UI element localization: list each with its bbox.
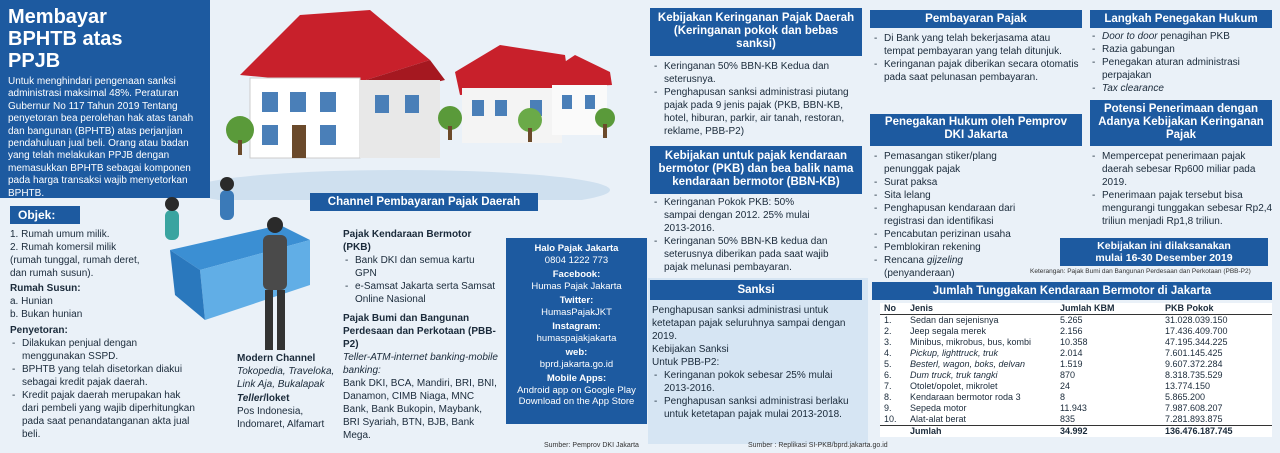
kendaraan-item: - Keringanan 50% BBN-KB kedua dan seterusnya diberikan pada saat wajib pajak melunasi pembayaran. bbox=[652, 235, 852, 274]
fb-title: Facebook: bbox=[552, 269, 601, 280]
keringanan-item: - Penghapusan sanksi administrasi piutang pajak pada 9 jenis pajak (PKB, BBN-KB, hotel, hiburan, parkir, air tanah, restoran, reklame, PBB-P2) bbox=[652, 86, 864, 138]
cell-pkb: 5.865.200 bbox=[1165, 392, 1206, 402]
cell-jenis: Sedan dan sejenisnya bbox=[910, 315, 999, 325]
langkah-list bbox=[1090, 30, 1275, 95]
cell-jenis: Jeep segala merek bbox=[910, 326, 987, 336]
table-row bbox=[880, 359, 1272, 370]
app-title: Mobile Apps: bbox=[546, 373, 607, 384]
mulai-note: Keterangan: Pajak Bumi dan Bangunan Perdesaan dan Perkotaan (PBB-P2) bbox=[1030, 268, 1251, 275]
potensi-section bbox=[1090, 150, 1275, 228]
susun-title: Rumah Susun: bbox=[10, 283, 81, 294]
sanksi-list bbox=[652, 369, 852, 421]
langkah-header bbox=[1090, 10, 1272, 28]
sanksi-section bbox=[652, 304, 852, 421]
pkb-item: - Bank DKI dan semua kartu GPN bbox=[343, 254, 498, 280]
keringanan-list bbox=[652, 60, 864, 138]
langkah-item1-italic: Door to door bbox=[1102, 31, 1158, 42]
table-row bbox=[880, 414, 1272, 426]
channel-title: Channel Pembayaran Pajak Daerah bbox=[327, 196, 521, 208]
penegakan-last-plain: Rencana bbox=[884, 255, 927, 266]
cell-no: 6. bbox=[884, 370, 892, 380]
pembayaran-list bbox=[872, 32, 1082, 84]
cell-no: 10. bbox=[884, 414, 897, 424]
penegakan-list bbox=[872, 150, 1082, 280]
kendaraan-section bbox=[652, 196, 852, 274]
langkah-item bbox=[1090, 30, 1275, 43]
sanksi-text-2: Kebijakan Sanksi bbox=[652, 344, 729, 355]
kendaraan-title: Kebijakan untuk pajak kendaraan bermotor (PKB) dan bea balik nama kendaraan bermotor (BBN-KB) bbox=[658, 150, 854, 189]
cell-no: 3. bbox=[884, 337, 892, 347]
cell-pkb: 13.774.150 bbox=[1165, 381, 1211, 391]
total-kbm: 34.992 bbox=[1060, 426, 1088, 436]
sanksi-header bbox=[650, 280, 862, 300]
web-title: web: bbox=[565, 347, 588, 358]
pembayaran-item: - Keringanan pajak diberikan secara otomatis pada saat pelunasan pembayaran. bbox=[872, 58, 1082, 84]
customer-illustration bbox=[255, 215, 295, 355]
pbb-title: Pajak Bumi dan Bangunan Perdesaan dan Perkotaan (PBB-P2) bbox=[343, 313, 496, 350]
langkah-item: - Penegakan aturan administrasi perpajakan bbox=[1090, 56, 1275, 82]
cell-pkb: 7.281.893.875 bbox=[1165, 414, 1223, 424]
table-row bbox=[880, 403, 1272, 414]
penegakan-section bbox=[872, 150, 1082, 280]
sanksi-item: - Keringanan pokok sebesar 25% mulai 2013-2016. bbox=[652, 369, 852, 395]
penyetor-item: - Kredit pajak daerah merupakan hak dari pembeli yang wajib diperhitungkan pada saat penandatanganan akta jual beli. bbox=[10, 389, 195, 441]
sanksi-text-1: Penghapusan sanksi administrasi untuk ketetapan pajak seluruhnya sampai dengan 2019. bbox=[652, 305, 846, 342]
page-title: Membayar BPHTB atas PPJB bbox=[8, 6, 123, 72]
potensi-title: Potensi Penerimaan dengan Adanya Kebijakan Keringanan Pajak bbox=[1098, 103, 1264, 142]
potensi-list bbox=[1090, 150, 1275, 228]
penyetor-item: - Dilakukan penjual dengan menggunakan SSPD. bbox=[10, 337, 195, 363]
kendaraan-header bbox=[650, 146, 862, 194]
cell-kbm: 870 bbox=[1060, 370, 1076, 380]
table-row bbox=[880, 337, 1272, 348]
cell-empty bbox=[880, 426, 906, 438]
pkb-list bbox=[343, 254, 498, 306]
teller-title-italic: Teller bbox=[237, 393, 264, 404]
penegakan-header bbox=[870, 114, 1082, 146]
pkb-item: - e-Samsat Jakarta serta Samsat Online Nasional bbox=[343, 280, 498, 306]
tunggakan-table-wrap bbox=[880, 303, 1272, 437]
intro-text: Untuk menghindari pengenaan sanksi administrasi maksimal 48%. Peraturan Gubernur No 117 Tahun 2019 Tentang penyetoran bea perolehan hak atas tanah dan bangunan (BPHTB) atas perjanjian pendahuluan jual beli. Orang atau badan yang telah melakukan PPJB dengan memasukkan BPHTB sebagai komponen pada harga transaksi wajib menyetorkan BPHTB. bbox=[8, 76, 194, 199]
tw-value: HumasPajakJKT bbox=[541, 306, 612, 318]
cell-jenis: Besterl, wagon, boks, delvan bbox=[910, 359, 1026, 369]
objek-item: 2. Rumah komersil milik (rumah tunggal, rumah deret, dan rumah susun). bbox=[10, 242, 140, 279]
table-header-row bbox=[880, 303, 1272, 315]
cell-kbm: 24 bbox=[1060, 381, 1071, 391]
penyetor-item: - BPHTB yang telah disetorkan diakui sebagai kredit pajak daerah. bbox=[10, 363, 195, 389]
table-row bbox=[880, 315, 1272, 327]
cell-no: 4. bbox=[884, 348, 892, 358]
objek-title: Objek: bbox=[18, 208, 56, 222]
penegakan-item: - Pemblokiran rekening bbox=[872, 241, 1082, 254]
cell-pkb: 9.607.372.284 bbox=[1165, 359, 1223, 369]
source-right: Sumber : Replikasi SI-PKB/bprd.jakarta.go.id bbox=[748, 442, 888, 449]
penyetor-list bbox=[10, 337, 195, 441]
th-jenis: Jenis bbox=[910, 303, 934, 313]
susun-item: b. Bukan hunian bbox=[10, 309, 83, 320]
langkah-item: - Razia gabungan bbox=[1090, 43, 1275, 56]
pembayaran-section bbox=[872, 32, 1082, 84]
langkah-title: Langkah Penegakan Hukum bbox=[1104, 13, 1258, 25]
kendaraan-list bbox=[652, 196, 852, 274]
cell-jenis: Minibus, mikrobus, bus, kombi bbox=[910, 337, 1032, 347]
th-pkb: PKB Pokok bbox=[1165, 303, 1214, 313]
cell-jenis: Sepeda motor bbox=[910, 403, 967, 413]
potensi-item: - Mempercepat penerimaan pajak daerah sebesar Rp600 miliar pada 2019. bbox=[1090, 150, 1275, 189]
tw-title: Twitter: bbox=[559, 295, 594, 306]
mulai-text: Kebijakan ini dilaksanakan mulai 16-30 Desember 2019 bbox=[1095, 240, 1233, 265]
potensi-item: - Penerimaan pajak tersebut bisa mengurangi tunggakan sebesar Rp2,4 triliun menjadi Rp1,8 triliun. bbox=[1090, 189, 1275, 228]
objek-item: 1. Rumah umum milik. bbox=[10, 229, 110, 240]
source-left: Sumber: Pemprov DKI Jakarta bbox=[544, 442, 639, 449]
penegakan-item: - Pencabutan perizinan usaha bbox=[872, 228, 1082, 241]
tunggakan-title: Jumlah Tunggakan Kendaraan Bermotor di Jakarta bbox=[932, 285, 1212, 297]
cell-kbm: 5.265 bbox=[1060, 315, 1083, 325]
penegakan-item: - Penghapusan kendaraan dari registrasi dan identifikasi bbox=[872, 202, 1047, 228]
table-total-row bbox=[880, 426, 1272, 438]
tunggakan-header bbox=[872, 282, 1272, 300]
cell-pkb: 31.028.039.150 bbox=[1165, 315, 1228, 325]
cell-pkb: 47.195.344.225 bbox=[1165, 337, 1228, 347]
teller-title bbox=[237, 392, 337, 405]
penegakan-item: - Surat paksa bbox=[872, 176, 1082, 189]
cell-jenis: Kendaraan bermotor roda 3 bbox=[910, 392, 1021, 402]
cell-no: 1. bbox=[884, 315, 892, 325]
cell-pkb: 8.318.735.529 bbox=[1165, 370, 1223, 380]
cell-no: 9. bbox=[884, 403, 892, 413]
langkah-item1-rest: penagihan PKB bbox=[1157, 31, 1230, 42]
penegakan-item bbox=[872, 254, 1012, 280]
keringanan-section bbox=[652, 60, 864, 138]
pbb-banks: Bank DKI, BCA, Mandiri, BRI, BNI, Danamon, CIMB Niaga, MNC Bank, Bank Bukopin, Maybank, BRI Syariah, BTN, BJB, Bank Mega. bbox=[343, 378, 497, 441]
total-label: Jumlah bbox=[910, 426, 942, 436]
channel-modern bbox=[237, 352, 337, 431]
pembayaran-item: - Di Bank yang telah bekerjasama atau tempat pembayaran yang telah ditunjuk. bbox=[872, 32, 1082, 58]
web-value[interactable]: bprd.jakarta.go.id bbox=[539, 358, 614, 370]
potensi-header bbox=[1090, 100, 1272, 146]
cell-pkb: 7.987.608.207 bbox=[1165, 403, 1223, 413]
cell-kbm: 2.156 bbox=[1060, 326, 1083, 336]
cell-kbm: 835 bbox=[1060, 414, 1076, 424]
halo-title: Halo Pajak Jakarta bbox=[534, 243, 619, 254]
pkb-title: Pajak Kendaraan Bermotor (PKB) bbox=[343, 229, 472, 253]
penegakan-last-rest: (penyanderaan) bbox=[884, 268, 955, 279]
channel-header bbox=[310, 193, 538, 211]
cell-kbm: 11.943 bbox=[1060, 403, 1087, 413]
cell-kbm: 10.358 bbox=[1060, 337, 1088, 347]
contact-box bbox=[506, 238, 647, 424]
table-row bbox=[880, 392, 1272, 403]
th-no: No bbox=[884, 303, 896, 313]
modern-text: Tokopedia, Traveloka, Link Aja, Bukalapak bbox=[237, 366, 335, 390]
keringanan-header bbox=[650, 8, 862, 56]
sanksi-text-3: Untuk PBB-P2: bbox=[652, 357, 720, 368]
mulai-banner bbox=[1060, 238, 1268, 266]
keringanan-title: Kebijakan Keringanan Pajak Daerah (Keringanan pokok dan bebas sanksi) bbox=[657, 12, 855, 51]
cell-pkb: 17.436.409.700 bbox=[1165, 326, 1228, 336]
total-pkb: 136.476.187.745 bbox=[1165, 426, 1233, 436]
susun-item: a. Hunian bbox=[10, 296, 53, 307]
penyetor-title: Penyetoran: bbox=[10, 325, 68, 336]
teller-title-rest: /loket bbox=[263, 393, 290, 404]
cell-no: 5. bbox=[884, 359, 892, 369]
cell-pkb: 7.601.145.425 bbox=[1165, 348, 1223, 358]
table-row bbox=[880, 326, 1272, 337]
keringanan-item: - Keringanan 50% BBN-KB Kedua dan seterusnya. bbox=[652, 60, 864, 86]
intro-panel bbox=[0, 0, 210, 198]
table-row bbox=[880, 348, 1272, 359]
penegakan-last-italic: gijzeling bbox=[926, 255, 963, 266]
ig-value: humaspajakjakarta bbox=[536, 332, 617, 344]
cell-kbm: 1.519 bbox=[1060, 359, 1083, 369]
langkah-section bbox=[1090, 30, 1275, 95]
fb-value: Humas Pajak Jakarta bbox=[531, 280, 622, 292]
penegakan-item: - Sita lelang bbox=[872, 189, 1082, 202]
teller-text: Pos Indonesia, Indomaret, Alfamart bbox=[237, 406, 325, 430]
pbb-subtitle: Teller-ATM-internet banking-mobile banking: bbox=[343, 352, 498, 376]
modern-title: Modern Channel bbox=[237, 353, 316, 364]
halo-value: 0804 1222 773 bbox=[544, 254, 609, 266]
penegakan-item: - Pemasangan stiker/plang penunggak pajak bbox=[872, 150, 1022, 176]
cell-jenis: Pickup, lighttruck, truk bbox=[910, 348, 999, 358]
table-row bbox=[880, 370, 1272, 381]
penegakan-title: Penegakan Hukum oleh Pemprov DKI Jakarta bbox=[884, 116, 1068, 142]
pembayaran-title: Pembayaran Pajak bbox=[925, 13, 1027, 25]
langkah-item: - Tax clearance bbox=[1090, 82, 1275, 95]
app-value: Android app on Google Play Download on the App Store bbox=[517, 384, 636, 407]
kendaraan-item: - Keringanan Pokok PKB: 50% sampai dengan 2012. 25% mulai 2013-2016. bbox=[652, 196, 812, 235]
counter-illustration bbox=[150, 170, 330, 350]
th-kbm: Jumlah KBM bbox=[1060, 303, 1115, 313]
objek-badge bbox=[10, 206, 80, 224]
ig-title: Instagram: bbox=[552, 321, 601, 332]
sanksi-item: - Penghapusan sanksi administrasi berlaku untuk ketetapan pajak mulai 2013-2018. bbox=[652, 395, 852, 421]
cell-no: 7. bbox=[884, 381, 892, 391]
cell-no: 8. bbox=[884, 392, 892, 402]
cell-jenis: Dum truck, truk tangki bbox=[910, 370, 998, 380]
channel-pkb bbox=[343, 228, 498, 442]
sanksi-title: Sanksi bbox=[737, 284, 775, 296]
cell-kbm: 2.014 bbox=[1060, 348, 1083, 358]
tunggakan-table bbox=[880, 303, 1272, 437]
cell-no: 2. bbox=[884, 326, 892, 336]
table-row bbox=[880, 381, 1272, 392]
pembayaran-header bbox=[870, 10, 1082, 28]
cell-jenis: Otolet/opolet, mikrolet bbox=[910, 381, 998, 391]
cell-jenis: Alat-alat berat bbox=[910, 414, 967, 424]
cell-kbm: 8 bbox=[1060, 392, 1066, 402]
